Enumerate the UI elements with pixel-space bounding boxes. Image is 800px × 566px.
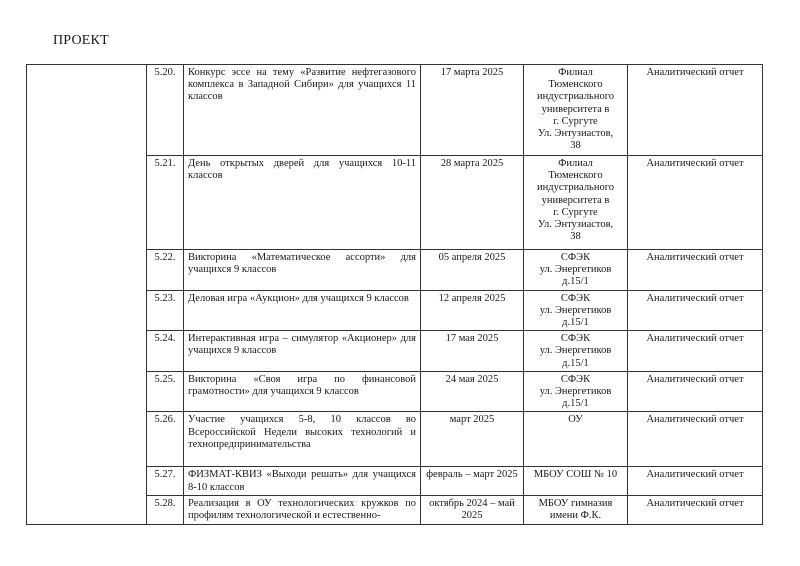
- event-date-cell: 05 апреля 2025: [421, 250, 524, 291]
- item-number-cell: 5.20.: [147, 65, 184, 156]
- location-line: СФЭК: [560, 333, 591, 345]
- location-line: г. Сургуте: [553, 206, 598, 218]
- event-location-cell: [524, 467, 628, 495]
- expected-result-cell: Аналитический отчет: [628, 412, 763, 467]
- location-line: ул. Энергетиков: [539, 345, 612, 357]
- item-number-cell: 5.26.: [147, 412, 184, 467]
- item-number-cell: 5.24.: [147, 331, 184, 372]
- location-line: имени Ф.К.: [549, 510, 602, 522]
- item-number-cell: 5.28.: [147, 495, 184, 524]
- event-date-cell: 28 марта 2025: [421, 156, 524, 250]
- location-line: д.15/1: [562, 357, 589, 369]
- item-number-cell: 5.22.: [147, 250, 184, 291]
- expected-result-cell: Аналитический отчет: [628, 250, 763, 291]
- location-line: Филиал: [558, 67, 593, 78]
- item-number-cell: 5.23.: [147, 290, 184, 331]
- event-description-cell: Конкурс эссе на тему «Развитие нефтегазового комплекса в Западной Сибири» для учащихся 11 классов: [184, 65, 421, 156]
- event-description-cell: Викторина «Своя игра по финансовой грамотности» для учащихся 9 классов: [184, 371, 421, 412]
- event-date-cell: 24 мая 2025: [421, 371, 524, 412]
- expected-result-cell: Аналитический отчет: [628, 495, 763, 524]
- location-line: Филиал: [558, 158, 593, 169]
- event-date-cell: 17 марта 2025: [421, 65, 524, 156]
- event-description-cell: Участие учащихся 5-8, 10 классов во Всероссийской Недели высоких технологий и технопредпринимательства: [184, 412, 421, 467]
- expected-result-cell: Аналитический отчет: [628, 290, 763, 331]
- location-line: Тюменского: [548, 170, 603, 182]
- event-location-cell: [524, 371, 628, 412]
- event-date-cell: октябрь 2024 – май 2025: [421, 495, 524, 524]
- location-line: СФЭК: [560, 373, 591, 385]
- item-number-cell: 5.21.: [147, 156, 184, 250]
- event-location-cell: [524, 331, 628, 372]
- location-line: университета в: [541, 194, 610, 206]
- event-location-cell: [524, 250, 628, 291]
- event-date-cell: 17 мая 2025: [421, 331, 524, 372]
- location-line: ул. Энергетиков: [539, 264, 612, 276]
- location-line: г. Сургуте: [553, 115, 598, 127]
- location-line: СФЭК: [560, 292, 591, 304]
- location-line: МБОУ СОШ № 10: [533, 469, 618, 481]
- location-line: ул. Энергетиков: [539, 304, 612, 316]
- event-description-cell: День открытых дверей для учащихся 10-11 классов: [184, 156, 421, 250]
- section-cell-empty: [27, 65, 147, 525]
- location-line: индустриального: [536, 91, 615, 103]
- expected-result-cell: Аналитический отчет: [628, 467, 763, 495]
- location-line: д.15/1: [562, 398, 589, 410]
- location-line: СФЭК: [560, 252, 591, 263]
- location-line: ОУ: [568, 414, 583, 426]
- location-line: университета в: [541, 103, 610, 115]
- event-location-cell: [524, 156, 628, 250]
- location-line: 38: [570, 140, 581, 152]
- event-location-cell: [524, 495, 628, 524]
- expected-result-cell: Аналитический отчет: [628, 65, 763, 156]
- location-line: Тюменского: [548, 79, 603, 91]
- location-line: МБОУ гимназия: [538, 497, 613, 509]
- events-table: [26, 64, 763, 525]
- location-line: ул. Энергетиков: [539, 386, 612, 398]
- event-description-cell: Реализация в ОУ технологических кружков по профилям технологической и естественно-: [184, 495, 421, 524]
- event-description-cell: Викторина «Математическое ассорти» для учащихся 9 классов: [184, 250, 421, 291]
- expected-result-cell: Аналитический отчет: [628, 156, 763, 250]
- item-number-cell: 5.27.: [147, 467, 184, 495]
- location-line: 38: [570, 231, 581, 243]
- item-number-cell: 5.25.: [147, 371, 184, 412]
- location-line: д.15/1: [562, 276, 589, 288]
- expected-result-cell: Аналитический отчет: [628, 371, 763, 412]
- location-line: Ул. Энтузиастов,: [537, 219, 614, 231]
- location-line: д.15/1: [562, 317, 589, 329]
- event-description-cell: ФИЗМАТ-КВИЗ «Выходи решать» для учащихся 8-10 классов: [184, 467, 421, 495]
- event-description-cell: Деловая игра «Аукцион» для учащихся 9 классов: [184, 290, 421, 331]
- event-date-cell: март 2025: [421, 412, 524, 467]
- event-location-cell: [524, 290, 628, 331]
- event-date-cell: 12 апреля 2025: [421, 290, 524, 331]
- location-line: Ул. Энтузиастов,: [537, 128, 614, 140]
- expected-result-cell: Аналитический отчет: [628, 331, 763, 372]
- event-description-cell: Интерактивная игра – симулятор «Акционер» для учащихся 9 классов: [184, 331, 421, 372]
- event-date-cell: февраль – март 2025: [421, 467, 524, 495]
- event-location-cell: [524, 412, 628, 467]
- location-line: индустриального: [536, 182, 615, 194]
- project-stamp: ПРОЕКТ: [53, 33, 109, 48]
- table-row: [27, 65, 763, 156]
- event-location-cell: [524, 65, 628, 156]
